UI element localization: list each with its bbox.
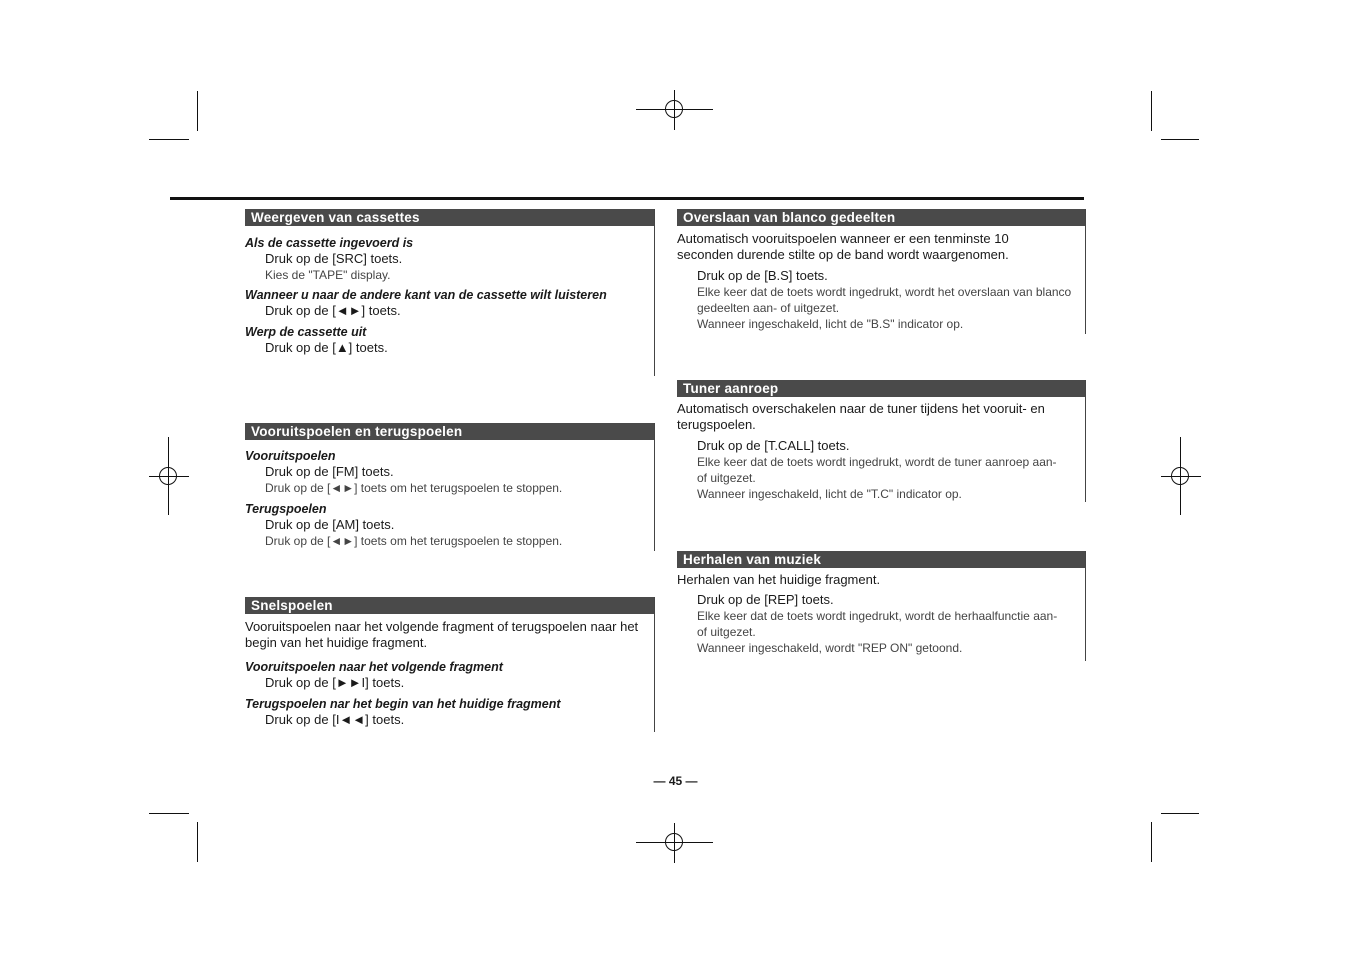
crop-mark xyxy=(1161,139,1199,140)
note-text: Elke keer dat de toets wordt ingedrukt, wordt het overslaan van blanco gedeelten aan- of uitgezet. xyxy=(697,285,1072,315)
section-header: Overslaan van blanco gedeelten xyxy=(677,209,1086,226)
note-text: Elke keer dat de toets wordt ingedrukt, wordt de tuner aanroep aan- of uitgezet. xyxy=(697,455,1057,485)
step-text: Druk op de [►►I] toets. xyxy=(265,675,405,690)
section-cassette xyxy=(245,209,655,376)
right-column xyxy=(677,0,1086,954)
section-tuner-call xyxy=(677,380,1086,502)
note-text: Wanneer ingeschakeld, wordt "REP ON" getoond. xyxy=(697,641,963,655)
section-blank-skip xyxy=(677,209,1086,334)
intro-text: Automatisch vooruitspoelen wanneer er een tenminste 10 seconden durende stilte op de band wordt waargenomen. xyxy=(677,231,1009,262)
crop-mark xyxy=(149,813,189,814)
crop-mark xyxy=(1161,813,1199,814)
section-divider xyxy=(654,423,655,551)
step-text: Druk op de [◄►] toets. xyxy=(265,303,401,318)
registration-mark-left xyxy=(159,467,177,485)
crop-mark xyxy=(149,139,189,140)
intro-text: Herhalen van het huidige fragment. xyxy=(677,572,881,587)
subheading: Als de cassette ingevoerd is xyxy=(245,236,414,250)
section-ffrew xyxy=(245,423,655,551)
subheading: Vooruitspoelen naar het volgende fragment xyxy=(245,660,503,674)
section-header: Herhalen van muziek xyxy=(677,551,1086,568)
subheading: Terugspoelen nar het begin van het huidige fragment xyxy=(245,697,561,711)
section-divider xyxy=(1085,380,1086,502)
note-text: Elke keer dat de toets wordt ingedrukt, wordt de herhaalfunctie aan- of uitgezet. xyxy=(697,609,1058,639)
page-number: — 45 — xyxy=(653,774,698,788)
intro-text: Vooruitspoelen naar het volgende fragment of terugspoelen naar het begin van het huidige fragment. xyxy=(245,619,639,650)
registration-mark-right xyxy=(1171,467,1189,485)
section-header: Tuner aanroep xyxy=(677,380,1086,397)
crop-mark xyxy=(1151,91,1152,131)
note-text: Druk op de [◄►] toets om het terugspoelen te stoppen. xyxy=(265,481,563,495)
subheading: Werp de cassette uit xyxy=(245,325,367,339)
section-divider xyxy=(654,209,655,376)
section-header: Vooruitspoelen en terugspoelen xyxy=(245,423,655,440)
step-text: Druk op de [SRC] toets. xyxy=(265,251,403,266)
step-text: Druk op de [B.S] toets. xyxy=(697,268,828,283)
subheading: Vooruitspoelen xyxy=(245,449,336,463)
section-header: Weergeven van cassettes xyxy=(245,209,655,226)
left-column xyxy=(245,0,655,954)
step-text: Druk op de [FM] toets. xyxy=(265,464,394,479)
step-text: Druk op de [▲] toets. xyxy=(265,340,388,355)
step-text: Druk op de [AM] toets. xyxy=(265,517,395,532)
step-text: Druk op de [I◄◄] toets. xyxy=(265,712,405,727)
crop-mark xyxy=(197,822,198,862)
note-text: Kies de "TAPE" display. xyxy=(265,268,391,282)
step-text: Druk op de [REP] toets. xyxy=(697,592,834,607)
section-divider xyxy=(654,597,655,732)
section-divider xyxy=(1085,209,1086,334)
note-text: Wanneer ingeschakeld, licht de "T.C" indicator op. xyxy=(697,487,962,501)
section-repeat xyxy=(677,551,1086,661)
section-header: Snelspoelen xyxy=(245,597,655,614)
crop-mark xyxy=(197,91,198,131)
crop-mark xyxy=(1151,822,1152,862)
section-divider xyxy=(1085,551,1086,661)
note-text: Wanneer ingeschakeld, licht de "B.S" indicator op. xyxy=(697,317,964,331)
step-text: Druk op de [T.CALL] toets. xyxy=(697,438,850,453)
subheading: Wanneer u naar de andere kant van de cassette wilt luisteren xyxy=(245,288,607,302)
section-dps xyxy=(245,597,655,732)
subheading: Terugspoelen xyxy=(245,502,327,516)
note-text: Druk op de [◄►] toets om het terugspoelen te stoppen. xyxy=(265,534,563,548)
intro-text: Automatisch overschakelen naar de tuner tijdens het vooruit- en terugspoelen. xyxy=(677,401,1045,432)
